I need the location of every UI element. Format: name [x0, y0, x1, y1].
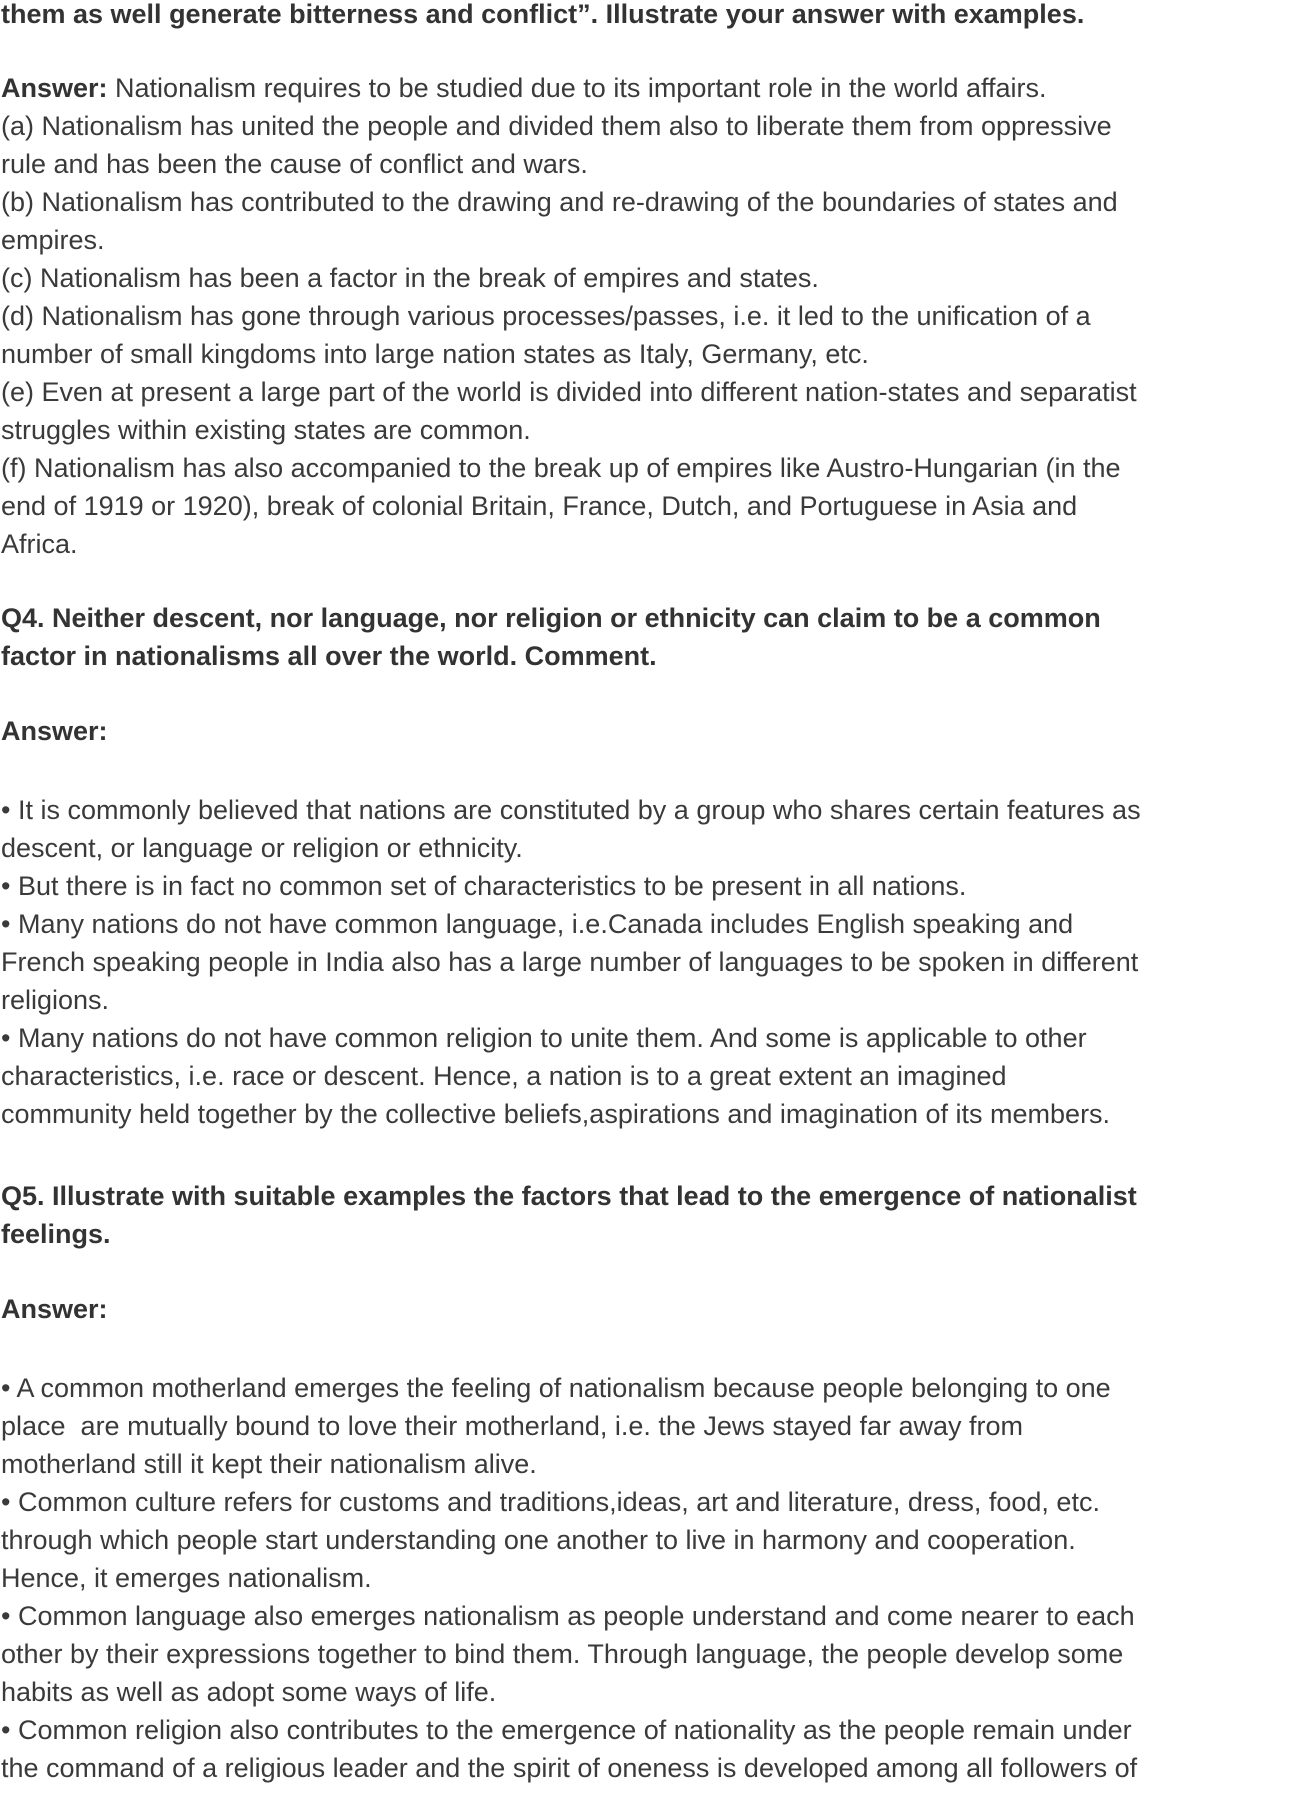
- text-line: [1, 221, 1291, 259]
- line-text: • Many nations do not have common language, i.e.Canada includes English speaking and: [1, 909, 1074, 939]
- text-line: [1, 712, 1291, 750]
- text-line: [1, 525, 1291, 563]
- line-text: • Common culture refers for customs and traditions,ideas, art and literature, dress, food, etc.: [1, 1487, 1100, 1517]
- line-text: empires.: [1, 225, 105, 255]
- line-text: motherland still it kept their nationalism alive.: [1, 1449, 537, 1479]
- line-text: French speaking people in India also has a large number of languages to be spoken in different: [1, 947, 1139, 977]
- text-line: [1, 145, 1291, 183]
- line-text: religions.: [1, 985, 110, 1015]
- line-text: (a) Nationalism has united the people and divided them also to liberate them from oppressive: [1, 111, 1112, 141]
- q4-answer-body: [1, 791, 1291, 1133]
- text-line: [1, 1635, 1291, 1673]
- line-text: rule and has been the cause of conflict and wars.: [1, 149, 588, 179]
- text-line: [1, 943, 1291, 981]
- line-text: • Common religion also contributes to the emergence of nationality as the people remain under: [1, 1715, 1132, 1745]
- text-line: [1, 373, 1291, 411]
- line-text: Hence, it emerges nationalism.: [1, 1563, 372, 1593]
- q5-heading: [1, 1177, 1291, 1253]
- q5-answer-body: [1, 1369, 1291, 1787]
- line-text: descent, or language or religion or ethnicity.: [1, 833, 523, 863]
- line-text: • Common language also emerges nationalism as people understand and come nearer to each: [1, 1601, 1135, 1631]
- line-text: Nationalism requires to be studied due to its important role in the world affairs.: [107, 73, 1047, 103]
- text-line: [1, 449, 1291, 487]
- line-text: Answer:: [1, 1294, 108, 1324]
- line-text: struggles within existing states are common.: [1, 415, 531, 445]
- text-line: [1, 411, 1291, 449]
- line-text: (b) Nationalism has contributed to the drawing and re-drawing of the boundaries of states and: [1, 187, 1118, 217]
- line-text: community held together by the collective beliefs,aspirations and imagination of its members.: [1, 1099, 1111, 1129]
- text-line: [1, 487, 1291, 525]
- line-text: end of 1919 or 1920), break of colonial Britain, France, Dutch, and Portuguese in Asia and: [1, 491, 1078, 521]
- text-line: [1, 1673, 1291, 1711]
- q5-answer-label: [1, 1290, 1291, 1328]
- line-text: (f) Nationalism has also accompanied to the break up of empires like Austro-Hungarian (in the: [1, 453, 1121, 483]
- line-text: • Many nations do not have common religion to unite them. And some is applicable to other: [1, 1023, 1087, 1053]
- line-text: them as well generate bitterness and conflict”. Illustrate your answer with examples.: [1, 0, 1085, 29]
- text-line: [1, 0, 1291, 33]
- q4-heading: [1, 599, 1291, 675]
- text-line: [1, 335, 1291, 373]
- text-line: [1, 297, 1291, 335]
- text-line: [1, 905, 1291, 943]
- q3-heading-tail: [1, 0, 1291, 33]
- text-line: [1, 259, 1291, 297]
- line-text: through which people start understanding one another to live in harmony and cooperation.: [1, 1525, 1076, 1555]
- text-line: [1, 1177, 1291, 1215]
- line-text: Answer:: [1, 716, 108, 746]
- line-text: (e) Even at present a large part of the world is divided into different nation-states and separatist: [1, 377, 1137, 407]
- line-text: feelings.: [1, 1219, 111, 1249]
- text-line: [1, 107, 1291, 145]
- text-line: [1, 1407, 1291, 1445]
- q3-answer: [1, 69, 1291, 563]
- text-line: [1, 829, 1291, 867]
- q4-answer-label: [1, 712, 1291, 750]
- line-text: • But there is in fact no common set of characteristics to be present in all nations.: [1, 871, 967, 901]
- line-text: number of small kingdoms into large nation states as Italy, Germany, etc.: [1, 339, 869, 369]
- text-line: [1, 1559, 1291, 1597]
- text-line: [1, 1290, 1291, 1328]
- line-text: place are mutually bound to love their motherland, i.e. the Jews stayed far away from: [1, 1411, 1024, 1441]
- text-line: [1, 791, 1291, 829]
- line-text: the command of a religious leader and the spirit of oneness is developed among all followers of: [1, 1753, 1138, 1783]
- text-line: [1, 867, 1291, 905]
- text-line: [1, 637, 1291, 675]
- text-line: [1, 1369, 1291, 1407]
- text-line: [1, 1711, 1291, 1749]
- text-line: [1, 1483, 1291, 1521]
- answer-label: Answer:: [1, 73, 108, 103]
- text-line: [1, 1095, 1291, 1133]
- text-line: [1, 1445, 1291, 1483]
- text-line: [1, 981, 1291, 1019]
- line-text: characteristics, i.e. race or descent. Hence, a nation is to a great extent an imagined: [1, 1061, 1007, 1091]
- text-line: [1, 1019, 1291, 1057]
- text-line: [1, 69, 1291, 107]
- line-text: habits as well as adopt some ways of life.: [1, 1677, 497, 1707]
- line-text: (c) Nationalism has been a factor in the break of empires and states.: [1, 263, 819, 293]
- line-text: Q4. Neither descent, nor language, nor religion or ethnicity can claim to be a common: [1, 603, 1101, 633]
- line-text: factor in nationalisms all over the world. Comment.: [1, 641, 657, 671]
- line-text: Africa.: [1, 529, 78, 559]
- line-text: Q5. Illustrate with suitable examples the factors that lead to the emergence of nationalist: [1, 1181, 1137, 1211]
- line-text: • It is commonly believed that nations are constituted by a group who shares certain features as: [1, 795, 1141, 825]
- line-text: (d) Nationalism has gone through various processes/passes, i.e. it led to the unification of a: [1, 301, 1091, 331]
- text-line: [1, 1597, 1291, 1635]
- line-text: other by their expressions together to bind them. Through language, the people develop some: [1, 1639, 1124, 1669]
- text-line: [1, 183, 1291, 221]
- text-line: [1, 599, 1291, 637]
- text-line: [1, 1521, 1291, 1559]
- text-line: [1, 1057, 1291, 1095]
- line-text: • A common motherland emerges the feeling of nationalism because people belonging to one: [1, 1373, 1111, 1403]
- text-line: [1, 1749, 1291, 1787]
- text-line: [1, 1215, 1291, 1253]
